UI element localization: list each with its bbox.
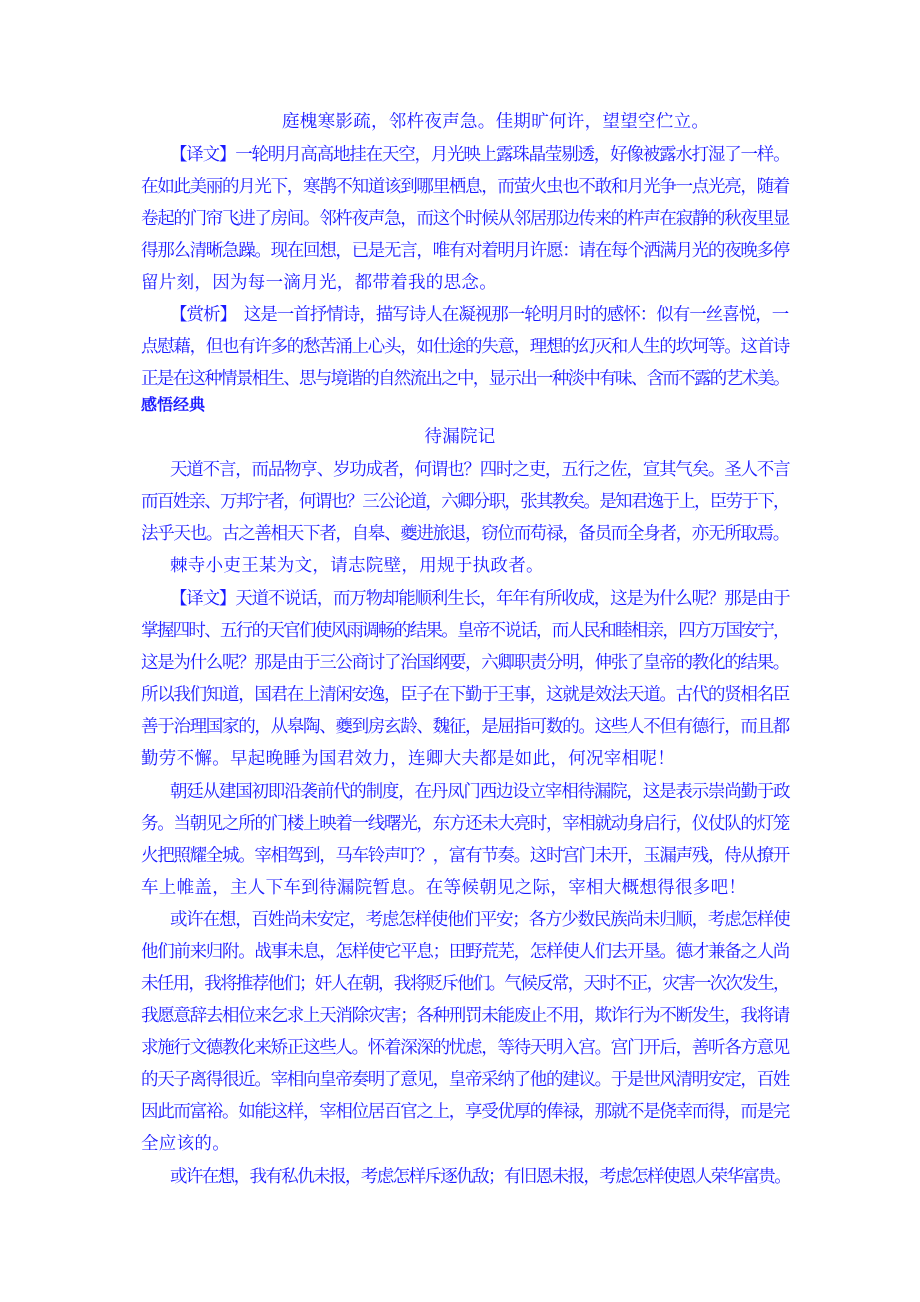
paragraph-line: 未任用，我将推荐他们；奸人在朝，我将贬斥他们。气候反常，天时不正，灾害一次次发生， <box>141 974 789 994</box>
poem-line: 庭槐寒影疏，邻杵夜声急。佳期旷何许，望望空伫立。 <box>282 112 710 132</box>
paragraph-line: 朝廷从建国初即沿袭前代的制度，在丹凤门西边设立宰相待漏院，这是表示崇尚勤于政 <box>170 782 790 802</box>
paragraph-line: 火把照耀全城。宰相驾到，马车铃声叮？，富有节奏。这时宫门未开，玉漏声残，侍从撩开 <box>141 846 789 866</box>
paragraph-line: 务。当朝见之所的门楼上映着一线曙光，东方还未大亮时，宰相就动身启行，仪仗队的灯笼 <box>141 814 789 834</box>
translation-line: 【译文】一轮明月高高地挂在天空，月光映上露珠晶莹剔透，好像被露水打湿了一样。 <box>170 145 790 165</box>
translation-line: 这是为什么呢？那是由于三公商讨了治国纲要，六卿职责分明，伸张了皇帝的教化的结果。 <box>141 653 789 673</box>
translation-line: 卷起的门帘飞进了房间。邻杵夜声急，而这个时候从邻居那边传来的杵声在寂静的秋夜里显 <box>141 209 789 229</box>
paragraph-line: 全应该的。 <box>141 1134 230 1154</box>
appreciation-line: 正是在这种情景相生、思与境谐的自然流出之中，显示出一种淡中有味、含而不露的艺术美。 <box>141 369 789 389</box>
paragraph-line: 求施行文德教化来矫正这些人。怀着深深的忧虑，等待天明入宫。宫门开后，善听各方意见 <box>141 1038 789 1058</box>
paragraph-line: 或许在想，我有私仇未报，考虑怎样斥逐仇敌；有旧恩未报，考虑怎样使恩人荣华富贵。 <box>170 1167 791 1187</box>
essay-title: 待漏院记 <box>424 427 496 447</box>
translation-line: 得那么清晰急躁。现在回想，已是无言，唯有对着明月许愿：请在每个洒满月光的夜晚多停 <box>141 241 789 261</box>
paragraph-line: 我愿意辞去相位来乞求上天消除灾害；各种刑罚未能废止不用，欺诈行为不断发生，我将请 <box>141 1006 789 1026</box>
section-heading: 感悟经典 <box>141 395 206 414</box>
original-text-line: 天道不言，而品物亨、岁功成者，何谓也？四时之吏，五行之佐，宣其气矣。圣人不言 <box>170 460 790 480</box>
translation-line: 勤劳不懈。早起晚睡为国君效力，连卿大夫都是如此，何况宰相呢！ <box>141 749 675 769</box>
appreciation-line: 点慰藉，但也有许多的愁苦涌上心头，如仕途的失意，理想的幻灭和人生的坎坷等。这首诗 <box>141 337 789 357</box>
translation-line: 善于治理国家的，从皋陶、夔到房玄龄、魏征，是屈指可数的。这些人不但有德行，而且都 <box>141 717 789 737</box>
appreciation-line: 【赏析】 这是一首抒情诗，描写诗人在凝视那一轮明月时的感怀：似有一丝喜悦，一 <box>170 305 789 325</box>
paragraph-line: 或许在想，百姓尚未安定，考虑怎样使他们平安；各方少数民族尚未归顺，考虑怎样使 <box>170 910 790 930</box>
paragraph-line: 他们前来归附。战事未息，怎样使它平息；田野荒芜，怎样使人们去开垦。德才兼备之人尚 <box>141 942 789 962</box>
translation-line: 在如此美丽的月光下，寒鹊不知道该到哪里栖息，而萤火虫也不敢和月光争一点光亮，随着 <box>141 177 789 197</box>
translation-line: 留片刻，因为每一滴月光，都带着我的思念。 <box>141 273 497 293</box>
paragraph-line: 的天子离得很近。宰相向皇帝奏明了意见，皇帝采纳了他的建议。于是世风清明安定，百姓 <box>141 1070 789 1090</box>
original-text-line: 法乎天也。古之善相天下者，自皋、夔进旅退，窃位而苟禄，备员而全身者，亦无所取焉。 <box>141 524 789 544</box>
paragraph-line: 车上帷盖，主人下车到待漏院暂息。在等候朝见之际，宰相大概想得很多吧！ <box>141 878 747 898</box>
original-text-line: 棘寺小吏王某为文，请志院壁，用规于执政者。 <box>170 556 544 576</box>
translation-line: 【译文】天道不说话，而万物却能顺利生长，年年有所收成，这是为什么呢？那是由于 <box>170 589 790 609</box>
paragraph-line: 因此而富裕。如能这样，宰相位居百官之上，享受优厚的俸禄，那就不是侥幸而得，而是完 <box>141 1102 789 1122</box>
translation-line: 掌握四时、五行的天官们使风雨调畅的结果。皇帝不说话，而人民和睦相亲，四方万国安宁， <box>141 621 789 641</box>
original-text-line: 而百姓亲、万邦宁者，何谓也？三公论道，六卿分职，张其教矣。是知君逸于上，臣劳于下， <box>141 492 789 512</box>
translation-line: 所以我们知道，国君在上清闲安逸，臣子在下勤于王事，这就是效法天道。古代的贤相名臣 <box>141 685 789 705</box>
